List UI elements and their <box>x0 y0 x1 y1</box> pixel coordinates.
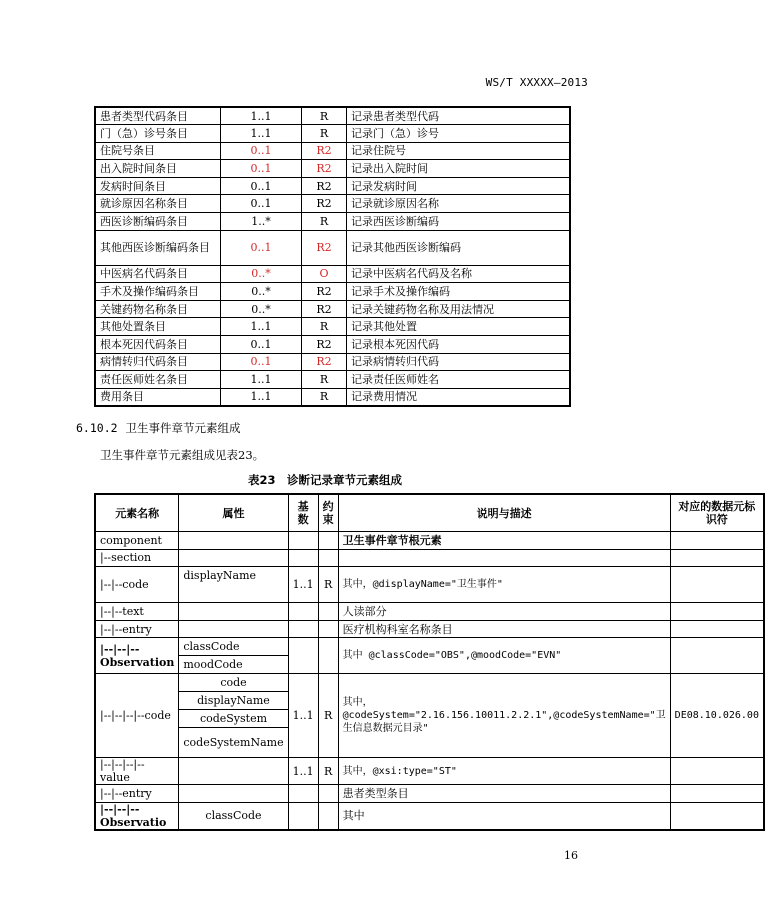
constraint: O <box>302 265 347 283</box>
constraint: R <box>302 371 347 389</box>
description: 记录根本死因代码 <box>347 336 571 354</box>
cardinality: 1..* <box>221 213 302 231</box>
element-name: |--|--entry <box>95 785 179 803</box>
element-name: component <box>95 532 179 550</box>
cardinality: 1..1 <box>288 758 318 785</box>
constraint: R <box>302 213 347 231</box>
attribute: codeSystem <box>179 710 288 728</box>
cardinality: 1..1 <box>221 388 302 406</box>
description: 记录就诊原因名称 <box>347 195 571 213</box>
constraint: R2 <box>302 300 347 318</box>
table-row <box>95 230 570 265</box>
cardinality: 0..1 <box>221 195 302 213</box>
table-row <box>95 336 570 354</box>
entry-name: 其他西医诊断编码条目 <box>95 230 221 265</box>
attribute: displayName <box>179 692 288 710</box>
table-row <box>95 107 570 125</box>
description: 记录西医诊断编码 <box>347 213 571 231</box>
entry-name: 患者类型代码条目 <box>95 107 221 125</box>
table-row <box>95 265 570 283</box>
cardinality: 0..1 <box>221 160 302 178</box>
constraint: R2 <box>302 195 347 213</box>
cardinality: 1..1 <box>288 674 318 758</box>
cardinality: 0..* <box>221 283 302 301</box>
description: 其中，@codeSystem="2.16.156.10011.2.2.1",@codeSystemName="卫生信息数据元目录" <box>338 674 670 758</box>
attribute: classCode <box>179 802 288 830</box>
table-row <box>95 142 570 160</box>
element-name: |--|--code <box>95 567 179 603</box>
attribute: code <box>179 674 288 692</box>
section-number: 6.10.2 <box>76 421 118 435</box>
constraint: R <box>302 107 347 125</box>
entry-name: 病情转归代码条目 <box>95 353 221 371</box>
header-description: 说明与描述 <box>338 494 670 532</box>
entry-name: 住院号条目 <box>95 142 221 160</box>
constraint: R2 <box>302 353 347 371</box>
constraint: R <box>302 318 347 336</box>
entry-name: 西医诊断编码条目 <box>95 213 221 231</box>
description: 记录费用情况 <box>347 388 571 406</box>
section-title: 卫生事件章节元素组成 <box>125 421 241 435</box>
constraint: R <box>302 125 347 143</box>
description: 医疗机构科室名称条目 <box>338 620 670 638</box>
table-row <box>95 213 570 231</box>
description: 记录患者类型代码 <box>347 107 571 125</box>
table-caption: 表23 诊断记录章节元素组成 <box>247 473 402 487</box>
intro-text: 卫生事件章节元素组成见表23。 <box>100 448 265 462</box>
header-element-name: 元素名称 <box>95 494 179 532</box>
description: 记录中医病名代码及名称 <box>347 265 571 283</box>
header-attribute: 属性 <box>179 494 288 532</box>
attribute: classCode <box>179 638 288 656</box>
cardinality: 0..1 <box>221 336 302 354</box>
description: 记录关键药物名称及用法情况 <box>347 300 571 318</box>
entry-name: 手术及操作编码条目 <box>95 283 221 301</box>
cardinality: 0..1 <box>221 142 302 160</box>
cardinality: 0..1 <box>221 353 302 371</box>
page-number: 16 <box>564 849 578 862</box>
constraint: R2 <box>302 177 347 195</box>
entry-name: 出入院时间条目 <box>95 160 221 178</box>
standard-code: WS/T XXXXX—2013 <box>485 76 588 89</box>
entry-table <box>94 106 571 407</box>
cardinality: 1..1 <box>288 567 318 603</box>
cardinality: 0..1 <box>221 230 302 265</box>
element-name: |--|--entry <box>95 620 179 638</box>
description: 人读部分 <box>338 603 670 621</box>
attribute: displayName <box>179 567 288 603</box>
element-name: |--section <box>95 549 179 567</box>
table-row <box>95 388 570 406</box>
table-row <box>95 160 570 178</box>
attribute: codeSystemName <box>179 728 288 758</box>
cardinality: 0..* <box>221 300 302 318</box>
description: 记录病情转归代码 <box>347 353 571 371</box>
element-table <box>94 493 765 831</box>
cardinality: 1..1 <box>221 318 302 336</box>
constraint: R2 <box>302 142 347 160</box>
constraint: R <box>318 758 338 785</box>
description: 记录住院号 <box>347 142 571 160</box>
cardinality: 0..* <box>221 265 302 283</box>
description: 其中 <box>338 802 670 830</box>
entry-name: 就诊原因名称条目 <box>95 195 221 213</box>
constraint: R <box>318 567 338 603</box>
element-name: |--|--|--Observatio <box>95 802 179 830</box>
description: 记录责任医师姓名 <box>347 371 571 389</box>
description: 记录手术及操作编码 <box>347 283 571 301</box>
entry-name: 发病时间条目 <box>95 177 221 195</box>
constraint: R <box>302 388 347 406</box>
cardinality: 1..1 <box>221 371 302 389</box>
constraint: R <box>318 674 338 758</box>
entry-name: 关键药物名称条目 <box>95 300 221 318</box>
description: 记录其他西医诊断编码 <box>347 230 571 265</box>
element-name: |--|--|--Observation <box>95 638 179 674</box>
description: 记录其他处置 <box>347 318 571 336</box>
table-row <box>95 125 570 143</box>
element-name: |--|--|--|--value <box>95 758 179 785</box>
entry-name: 根本死因代码条目 <box>95 336 221 354</box>
header-data-element-id: 对应的数据元标识符 <box>670 494 764 532</box>
attribute: moodCode <box>179 656 288 674</box>
description: 记录门（急）诊号 <box>347 125 571 143</box>
cardinality: 1..1 <box>221 107 302 125</box>
cardinality: 1..1 <box>221 125 302 143</box>
table-row <box>95 177 570 195</box>
table-row <box>95 371 570 389</box>
description: 其中，@xsi:type="ST" <box>338 758 670 785</box>
entry-name: 其他处置条目 <box>95 318 221 336</box>
constraint: R2 <box>302 336 347 354</box>
constraint: R2 <box>302 160 347 178</box>
entry-name: 中医病名代码条目 <box>95 265 221 283</box>
table-row <box>95 353 570 371</box>
table-row <box>95 300 570 318</box>
entry-name: 费用条目 <box>95 388 221 406</box>
cardinality: 0..1 <box>221 177 302 195</box>
constraint: R2 <box>302 283 347 301</box>
description: 其中 @classCode="OBS",@moodCode="EVN" <box>338 638 670 674</box>
element-name: |--|--text <box>95 603 179 621</box>
header-cardinality: 基数 <box>288 494 318 532</box>
description: 卫生事件章节根元素 <box>338 532 670 550</box>
data-element-id: DE08.10.026.00 <box>670 674 764 758</box>
entry-name: 责任医师姓名条目 <box>95 371 221 389</box>
table-row <box>95 318 570 336</box>
table-row <box>95 195 570 213</box>
description: 记录发病时间 <box>347 177 571 195</box>
element-name: |--|--|--|--code <box>95 674 179 758</box>
description: 其中，@displayName="卫生事件" <box>338 567 670 603</box>
description: 记录出入院时间 <box>347 160 571 178</box>
constraint: R2 <box>302 230 347 265</box>
section-heading <box>76 420 241 436</box>
table-row <box>95 283 570 301</box>
entry-name: 门（急）诊号条目 <box>95 125 221 143</box>
header-constraint: 约束 <box>318 494 338 532</box>
description: 患者类型条目 <box>338 785 670 803</box>
